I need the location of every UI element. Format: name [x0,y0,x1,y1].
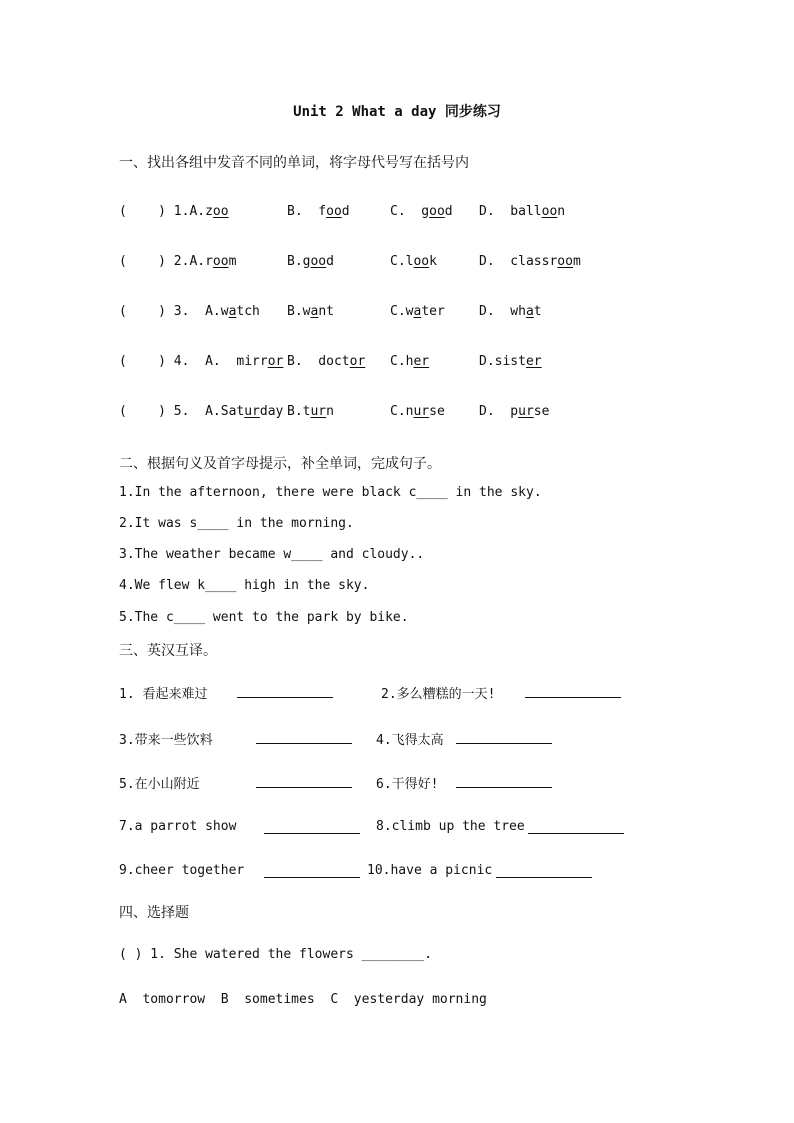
fill-sentence-5: 5.The c____ went to the park by bike. [119,610,409,625]
section4-heading: 四、选择题 [119,905,189,921]
option-c: C.look [390,254,437,269]
fill-sentence-4: 4.We flew k____ high in the sky. [119,578,370,593]
choice-question-1: ( ) 1. She watered the flowers ________. [119,947,433,962]
option-d: D. balloon [479,204,566,219]
option-c: C. good [390,204,453,219]
fill-sentence-3: 3.The weather became w____ and cloudy.. [119,547,425,562]
option-c: C.water [390,304,445,319]
option-d: D. classroom [479,254,581,269]
page-title: Unit 2 What a day 同步练习 [293,104,501,120]
option-b: B. doctor [287,354,366,369]
answer-blank[interactable] [237,683,333,698]
choice-options-1: A tomorrow B sometimes C yesterday morning [119,992,487,1007]
option-c: C.her [390,354,430,369]
answer-blank[interactable] [264,819,360,834]
translate-item-1: 1. 看起来难过 [119,687,208,702]
option-a: ( ) 5. A.Saturday [119,404,284,419]
option-d: D. purse [479,404,550,419]
translate-item-2: 2.多么糟糕的一天! [381,687,496,702]
option-a: ( ) 3. A.watch [119,304,260,319]
answer-blank[interactable] [528,819,624,834]
translate-item-6: 6.干得好! [376,777,439,792]
answer-blank[interactable] [496,863,592,878]
option-b: B.good [287,254,334,269]
section1-heading: 一、找出各组中发音不同的单词，将字母代号写在括号内 [119,155,469,171]
translate-item-8: 8.climb up the tree [376,819,525,834]
answer-blank[interactable] [456,773,552,788]
answer-blank[interactable] [525,683,621,698]
translate-item-9: 9.cheer together [119,863,245,878]
answer-blank[interactable] [456,729,552,744]
option-d: D.sister [479,354,542,369]
fill-sentence-1: 1.In the afternoon, there were black c____ in the sky. [119,485,542,500]
translate-item-3: 3.带来一些饮料 [119,733,213,748]
option-a: ( ) 1.A.zoo [119,204,229,219]
option-b: B. food [287,204,350,219]
translate-item-7: 7.a parrot show [119,819,237,834]
option-d: D. what [479,304,542,319]
option-b: B.turn [287,404,334,419]
section3-heading: 三、英汉互译。 [119,643,217,659]
option-b: B.want [287,304,334,319]
translate-item-4: 4.飞得太高 [376,733,444,748]
option-a: ( ) 4. A. mirror [119,354,284,369]
answer-blank[interactable] [256,773,352,788]
translate-item-10: 10.have a picnic [367,863,493,878]
answer-blank[interactable] [264,863,360,878]
fill-sentence-2: 2.It was s____ in the morning. [119,516,354,531]
translate-item-5: 5.在小山附近 [119,777,200,792]
section2-heading: 二、根据句义及首字母提示，补全单词，完成句子。 [119,456,441,472]
answer-blank[interactable] [256,729,352,744]
option-a: ( ) 2.A.room [119,254,237,269]
option-c: C.nurse [390,404,445,419]
